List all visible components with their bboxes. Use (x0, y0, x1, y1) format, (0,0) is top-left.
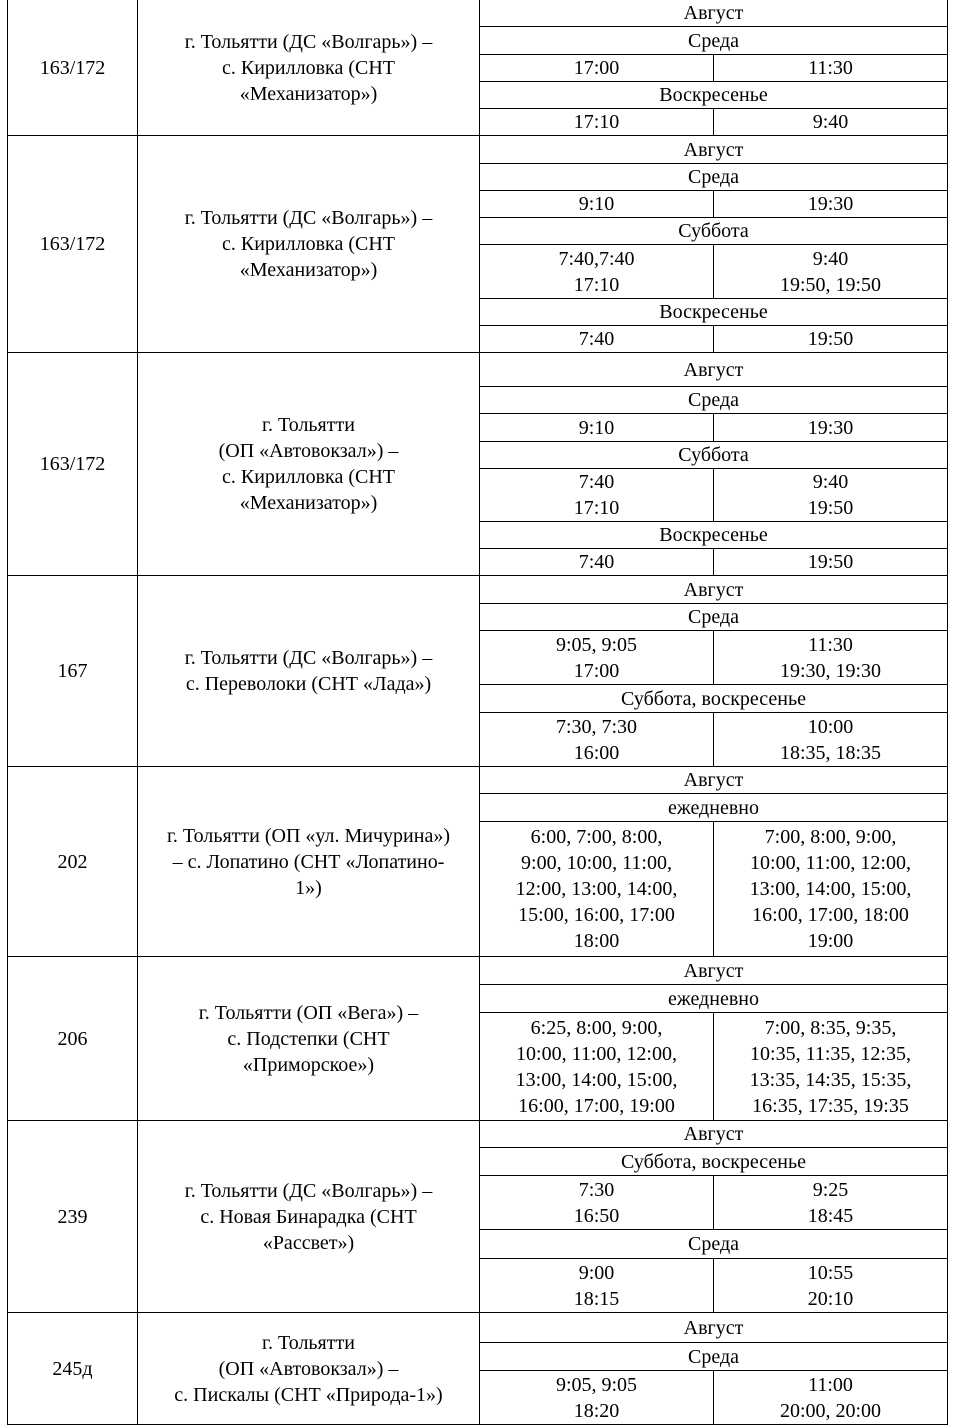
departure-time: 15:00, 16:00, 17:00 (518, 904, 675, 926)
day-label-cell (480, 442, 948, 469)
departure-time: 9:05, 9:05 (555, 1373, 638, 1396)
departure-time: 9:40 (812, 471, 849, 493)
departure-time: 11:00 (808, 1373, 853, 1396)
route-number-cell (8, 1121, 138, 1313)
route-number: 239 (57, 1205, 88, 1228)
departure-times-return (714, 245, 948, 299)
departure-time: 9:25 (812, 1178, 849, 1201)
month-label: Август (683, 1316, 744, 1339)
route-name-line: с. Кирилловка (СНТ (222, 233, 395, 255)
route-name-line: г. Тольятти (ОП «Вега») – (198, 1001, 419, 1024)
month-label-cell (480, 576, 948, 604)
departure-time: 13:00, 14:00, 15:00, (749, 878, 912, 900)
departure-time: 17:00 (573, 57, 620, 79)
schedule-table-body (8, 0, 948, 1425)
route-name-cell (138, 1121, 480, 1313)
departure-time: 12:00, 13:00, 14:00, (515, 878, 678, 900)
departure-time: 6:00, 7:00, 8:00, (530, 826, 663, 848)
departure-time: 17:10 (573, 273, 620, 296)
day-label: Суббота, воскресенье (621, 687, 806, 710)
day-label: Воскресенье (659, 301, 768, 323)
route-number: 202 (57, 850, 88, 873)
departure-times-outbound (480, 549, 714, 576)
day-label-cell (480, 387, 948, 414)
departure-times-return (714, 469, 948, 522)
departure-time: 13:00, 14:00, 15:00, (515, 1068, 678, 1091)
departure-time: 6:25, 8:00, 9:00, (530, 1016, 663, 1039)
route-name-line: «Механизатор») (239, 492, 378, 514)
departure-times-outbound (480, 1259, 714, 1313)
departure-time: 17:10 (573, 497, 620, 519)
departure-time: 13:35, 14:35, 15:35, (749, 1068, 912, 1091)
route-name-cell (138, 1313, 480, 1425)
departure-times-outbound (480, 109, 714, 136)
departure-time: 19:50, 19:50 (779, 273, 882, 296)
departure-time: 9:40 (812, 247, 849, 270)
day-label: Среда (687, 1345, 739, 1368)
route-number-cell (8, 353, 138, 576)
route-number: 163/172 (39, 453, 106, 475)
departure-time: 18:45 (807, 1204, 854, 1227)
schedule-row (8, 1121, 948, 1148)
departure-times-return (714, 109, 948, 136)
day-label: Среда (687, 29, 739, 52)
route-name-line: «Рассвет») (262, 1231, 355, 1254)
day-label-cell (480, 985, 948, 1013)
day-label-cell (480, 685, 948, 713)
route-name-line: г. Тольятти (ДС «Волгарь») – (184, 207, 433, 229)
schedule-row (8, 1313, 948, 1343)
route-number: 245д (52, 1357, 93, 1380)
day-label-cell (480, 218, 948, 245)
day-label: Среда (687, 606, 739, 628)
route-name-cell (138, 576, 480, 767)
day-label-cell (480, 82, 948, 109)
departure-times-outbound (480, 631, 714, 685)
departure-time: 11:30 (808, 633, 853, 656)
day-label: ежедневно (668, 796, 759, 819)
route-number: 167 (57, 660, 88, 682)
route-number-cell (8, 957, 138, 1121)
departure-times-outbound (480, 55, 714, 82)
month-label: Август (683, 358, 744, 381)
month-label: Август (683, 769, 744, 791)
departure-times-outbound (480, 822, 714, 957)
schedule-table (7, 0, 948, 1425)
departure-time: 16:35, 17:35, 19:35 (752, 1094, 909, 1117)
month-label-cell (480, 353, 948, 387)
route-name-line: (ОП «Автовокзал») – (218, 440, 399, 462)
month-label: Август (683, 1123, 744, 1145)
departure-time: 19:50 (807, 551, 854, 573)
departure-times-outbound (480, 1013, 714, 1121)
route-name-line: 1») (295, 876, 322, 899)
route-name-line: с. Подстепки (СНТ (227, 1027, 390, 1050)
departure-times-outbound (480, 191, 714, 218)
departure-time: 7:00, 8:35, 9:35, (764, 1016, 897, 1039)
route-number: 163/172 (39, 56, 106, 79)
departure-time: 10:35, 11:35, 12:35, (750, 1042, 911, 1065)
departure-time: 7:40 (578, 471, 615, 493)
departure-times-return (714, 55, 948, 82)
month-label-cell (480, 1313, 948, 1343)
departure-times-outbound (480, 1176, 714, 1230)
departure-times-return (714, 326, 948, 353)
departure-time: 18:15 (573, 1287, 620, 1310)
departure-times-return (714, 414, 948, 442)
departure-time: 17:00 (573, 659, 620, 682)
departure-times-return (714, 631, 948, 685)
route-name-line: (ОП «Автовокзал») – (218, 1357, 399, 1380)
route-number-cell (8, 767, 138, 957)
departure-times-return (714, 1176, 948, 1230)
route-name-line: г. Тольятти (ДС «Волгарь») – (184, 1179, 433, 1202)
day-label-cell (480, 794, 948, 822)
route-name-cell (138, 136, 480, 353)
departure-time: 19:30, 19:30 (779, 659, 882, 682)
schedule-row (8, 767, 948, 794)
departure-times-return (714, 1259, 948, 1313)
departure-times-return (714, 713, 948, 767)
departure-times-return (714, 191, 948, 218)
departure-time: 7:30, 7:30 (555, 715, 638, 738)
departure-time: 10:55 (807, 1261, 854, 1284)
day-label-cell (480, 1148, 948, 1176)
route-name-line: «Приморское») (242, 1053, 375, 1076)
day-label: Суббота, воскресенье (621, 1150, 806, 1173)
route-number-cell (8, 136, 138, 353)
departure-time: 9:10 (578, 193, 615, 215)
departure-time: 16:00 (573, 741, 620, 764)
departure-time: 18:20 (573, 1399, 620, 1422)
route-name-line: – с. Лопатино (СНТ «Лопатино- (172, 850, 445, 873)
month-label: Август (683, 578, 744, 601)
day-label: Среда (687, 1233, 739, 1255)
departure-time: 18:00 (573, 930, 620, 952)
day-label-cell (480, 27, 948, 55)
route-name-line: с. Кирилловка (СНТ (222, 466, 395, 488)
departure-time: 7:40 (578, 328, 615, 350)
departure-time: 16:00, 17:00, 18:00 (752, 904, 909, 926)
month-label-cell (480, 1121, 948, 1148)
route-name-cell (138, 0, 480, 136)
route-name-line: «Механизатор») (239, 259, 378, 281)
departure-time: 16:00, 17:00, 19:00 (518, 1094, 675, 1117)
day-label-cell (480, 164, 948, 191)
departure-times-return (714, 822, 948, 957)
departure-times-outbound (480, 245, 714, 299)
departure-time: 17:10 (573, 111, 620, 133)
route-name-cell (138, 767, 480, 957)
route-name-line: с. Новая Бинарадка (СНТ (200, 1205, 417, 1228)
month-label-cell (480, 0, 948, 27)
route-name-cell (138, 353, 480, 576)
month-label-cell (480, 136, 948, 164)
departure-time: 10:00, 11:00, 12:00, (516, 1042, 677, 1065)
day-label-cell (480, 1230, 948, 1259)
day-label-cell (480, 604, 948, 631)
month-label: Август (683, 959, 744, 982)
schedule-row (8, 957, 948, 985)
schedule-row (8, 0, 948, 27)
departure-time: 10:00, 11:00, 12:00, (750, 852, 911, 874)
departure-time: 18:35, 18:35 (779, 741, 882, 764)
departure-time: 11:30 (808, 57, 853, 79)
route-name-line: «Механизатор») (239, 82, 378, 105)
schedule-row (8, 576, 948, 604)
departure-times-outbound (480, 469, 714, 522)
departure-time: 9:10 (578, 416, 615, 439)
route-name-line: г. Тольятти (ОП «ул. Мичурина») (166, 824, 451, 847)
route-name-line: г. Тольятти (ДС «Волгарь») – (184, 30, 433, 53)
day-label: Среда (687, 166, 739, 188)
month-label: Август (683, 138, 744, 161)
schedule-row (8, 353, 948, 387)
day-label-cell (480, 1343, 948, 1371)
day-label: Среда (687, 389, 739, 411)
route-name-line: с. Переволоки (СНТ «Лада») (185, 673, 432, 695)
departure-time: 19:30 (807, 416, 854, 439)
departure-time: 19:50 (807, 328, 854, 350)
route-name-line: г. Тольятти (262, 1331, 355, 1354)
route-name-line: г. Тольятти (262, 414, 355, 436)
departure-times-outbound (480, 414, 714, 442)
month-label-cell (480, 957, 948, 985)
departure-time: 16:50 (573, 1204, 620, 1227)
day-label-cell (480, 522, 948, 549)
route-name-line: с. Пискалы (СНТ «Природа-1») (174, 1383, 443, 1406)
route-number-cell (8, 1313, 138, 1425)
route-number-cell (8, 576, 138, 767)
route-name-line: г. Тольятти (ДС «Волгарь») – (184, 647, 433, 669)
departure-time: 9:00 (578, 1261, 615, 1284)
departure-time: 19:30 (807, 193, 854, 215)
departure-time: 20:10 (807, 1287, 854, 1310)
departure-time: 7:00, 8:00, 9:00, (764, 826, 897, 848)
departure-times-outbound (480, 713, 714, 767)
route-name-line: с. Кирилловка (СНТ (222, 56, 395, 79)
departure-times-return (714, 549, 948, 576)
day-label: Суббота (678, 444, 749, 466)
departure-times-outbound (480, 1371, 714, 1425)
departure-time: 7:40 (578, 551, 615, 573)
departure-times-return (714, 1371, 948, 1425)
schedule-row (8, 136, 948, 164)
route-name-cell (138, 957, 480, 1121)
departure-time: 10:00 (807, 715, 854, 738)
month-label: Август (683, 2, 744, 24)
route-number: 163/172 (39, 233, 106, 255)
route-number-cell (8, 0, 138, 136)
departure-times-return (714, 1013, 948, 1121)
departure-times-outbound (480, 326, 714, 353)
month-label-cell (480, 767, 948, 794)
departure-time: 9:05, 9:05 (555, 633, 638, 656)
day-label: ежедневно (668, 987, 759, 1010)
departure-time: 19:50 (807, 497, 854, 519)
departure-time: 19:00 (807, 930, 854, 952)
day-label: Воскресенье (659, 84, 768, 106)
departure-time: 20:00, 20:00 (779, 1399, 882, 1422)
day-label-cell (480, 299, 948, 326)
route-number: 206 (57, 1027, 88, 1050)
departure-time: 7:30 (578, 1178, 615, 1201)
day-label: Суббота (678, 220, 749, 242)
day-label: Воскресенье (659, 524, 768, 546)
departure-time: 9:40 (812, 111, 849, 133)
departure-time: 7:40,7:40 (558, 247, 635, 270)
departure-time: 9:00, 10:00, 11:00, (521, 852, 672, 874)
